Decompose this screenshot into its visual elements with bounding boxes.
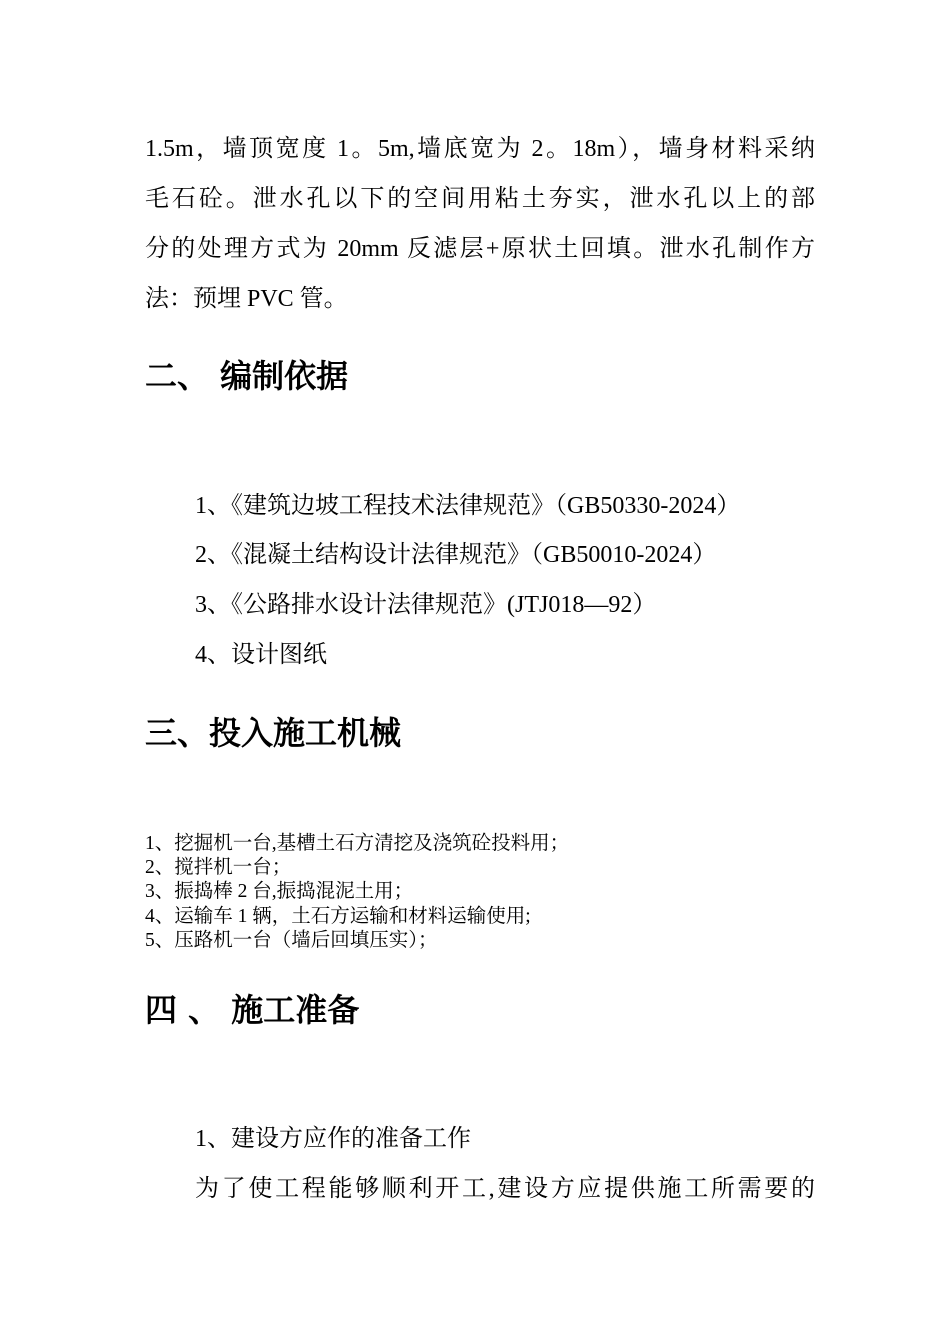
section-heading-preparation: 四 、 施工准备 <box>145 991 360 1029</box>
intro-line-4: 法：预埋 PVC 管。 <box>145 286 348 312</box>
section-heading-basis: 二、 编制依据 <box>145 357 349 395</box>
section-heading-machinery: 三、投入施工机械 <box>145 714 402 752</box>
reference-item-3: 3、《公路排水设计法律规范》(JTJ018—92） <box>195 592 657 618</box>
reference-item-2: 2、《混凝土结构设计法律规范》（GB50010-2024） <box>195 542 717 568</box>
reference-item-1: 1、《建筑边坡工程技术法律规范》（GB50330-2024） <box>195 493 741 519</box>
reference-item-4: 4、设计图纸 <box>195 642 327 668</box>
machinery-item-4: 4、运输车 1 辆，土石方运输和材料运输使用; <box>145 906 531 927</box>
intro-line-2: 毛石砼。泄水孔以下的空间用粘土夯实，泄水孔以上的部 <box>145 186 815 212</box>
preparation-paragraph: 为了使工程能够顺利开工,建设方应提供施工所需要的 <box>195 1176 815 1202</box>
machinery-item-5: 5、压路机一台（墙后回填压实）； <box>145 930 438 951</box>
preparation-subheading: 1、建设方应作的准备工作 <box>195 1126 471 1152</box>
machinery-item-1: 1、挖掘机一台,基槽土石方清挖及浇筑砼投料用； <box>145 833 570 854</box>
machinery-item-2: 2、搅拌机一台； <box>145 857 292 878</box>
intro-line-3: 分的处理方式为 20mm 反滤层+原状土回填。泄水孔制作方 <box>145 236 815 262</box>
intro-line-1: 1.5m，墙顶宽度 1。5m,墙底宽为 2。18m），墙身材料采纳 <box>145 136 815 162</box>
machinery-item-3: 3、振捣棒 2 台,振捣混泥土用； <box>145 881 414 902</box>
